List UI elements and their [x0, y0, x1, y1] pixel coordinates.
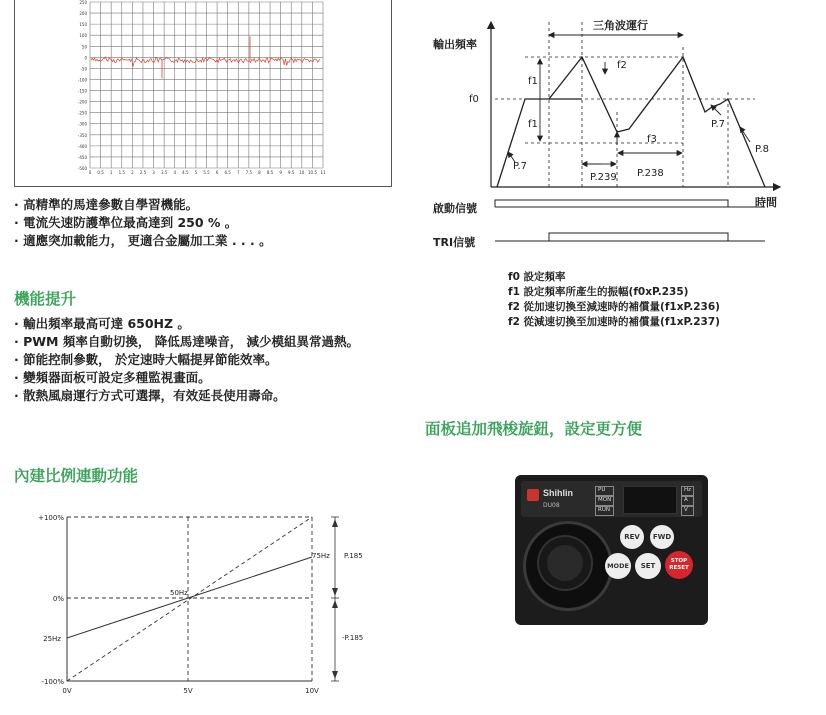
- p239-label: P.239: [590, 172, 617, 183]
- x-tick-label: 6: [215, 170, 219, 175]
- brand-label: Shihlin: [543, 488, 573, 498]
- signal-trace: [91, 57, 320, 67]
- improvement-item: · 節能控制參數， 於定速時大幅提昇節能效率。: [14, 351, 359, 369]
- x-tick-label: 0.5: [97, 170, 104, 175]
- x-tick-label: 0: [88, 170, 92, 175]
- linkage-y-label: 0%: [52, 595, 64, 603]
- y-tick-label: -450: [77, 154, 87, 160]
- y-tick-label: -300: [77, 121, 87, 127]
- fwd-button[interactable]: FWD: [650, 525, 674, 549]
- mode-button[interactable]: MODE: [605, 553, 631, 579]
- x-tick-label: 1: [109, 170, 113, 175]
- linkage-line: [67, 557, 312, 638]
- triangle-legend: [508, 270, 720, 330]
- knob-caption: 面板追加飛梭旋鈕，設定更方便: [425, 420, 643, 438]
- x-tick-label: 5: [194, 170, 198, 175]
- features-intro-item: · 高精準的馬達參數自學習機能。: [14, 196, 272, 214]
- x-tick-label: 7.5: [245, 170, 253, 175]
- linkage-param-bottom: -P.185: [342, 634, 364, 642]
- led-mon: MON: [595, 496, 614, 506]
- f1-label: f1: [528, 76, 538, 87]
- left-led-group: [595, 486, 614, 516]
- shihlin-logo-icon: [527, 489, 539, 501]
- triangle-x-axis-label: 時間: [755, 196, 777, 209]
- x-tick-label: 1.5: [118, 170, 125, 175]
- x-tick-label: 6.5: [224, 170, 231, 175]
- linkage-top-label: 75Hz: [312, 552, 330, 560]
- rev-button[interactable]: REV: [620, 525, 644, 549]
- features-intro-item: · 電流失速防護準位最高達到 250 % 。: [14, 214, 272, 232]
- linkage-center-label: 50Hz: [170, 589, 188, 597]
- legend-item: f2 從加速切換至減速時的補償量(f1xP.236): [508, 301, 720, 313]
- y-tick-label: -400: [77, 143, 87, 149]
- linkage-param-top: P.185: [344, 552, 363, 560]
- start-signal-label: 啟動信號: [433, 202, 477, 215]
- linkage-diagonal: [67, 517, 312, 681]
- legend-item: f1 設定頻率所產生的振幅(f0xP.235): [508, 286, 689, 298]
- jog-knob-grip-icon: [547, 545, 583, 581]
- signal-plot: [15, 0, 391, 186]
- x-tick-label: 4: [173, 170, 177, 175]
- x-tick-label: 3: [152, 170, 155, 175]
- led-hz: Hz: [681, 486, 694, 496]
- led-v: V: [681, 506, 694, 516]
- y-tick-label: -250: [77, 110, 87, 116]
- x-tick-label: 9: [279, 170, 282, 175]
- linkage-title: 內建比例連動功能: [14, 467, 139, 485]
- reset-label: RESET: [669, 565, 689, 571]
- y-tick-label: -100: [77, 77, 87, 83]
- linkage-y-label: -100%: [41, 678, 64, 686]
- led-run: RUN: [595, 506, 614, 516]
- x-tick-label: 3.5: [160, 170, 168, 175]
- y-tick-label: -200: [77, 99, 87, 105]
- linkage-x-label: 5V: [183, 687, 193, 695]
- set-button[interactable]: SET: [635, 553, 661, 579]
- y-tick-label: 0: [84, 55, 87, 61]
- tri-signal-label: TRI信號: [433, 236, 476, 249]
- stop-label: STOP: [670, 558, 688, 564]
- y-tick-label: -500: [77, 166, 87, 171]
- p238-label: P.238: [637, 168, 664, 179]
- x-tick-label: 2: [131, 170, 134, 175]
- led-pu: PU: [595, 486, 614, 496]
- improvement-item: · 輸出頻率最高可達 650HZ 。: [14, 315, 359, 333]
- legend-item: f0 設定頻率: [508, 271, 566, 283]
- x-tick-label: 11: [320, 170, 326, 175]
- x-tick-label: 8: [258, 170, 261, 175]
- x-tick-label: 4.5: [182, 170, 189, 175]
- triangle-y-axis-label: 輸出頻率: [433, 38, 477, 51]
- f0-label: f0: [469, 94, 479, 105]
- x-tick-label: 10: [299, 170, 305, 175]
- legend-item: f2 從減速切換至加速時的補償量(f1xP.237): [508, 316, 720, 328]
- x-tick-label: 8.5: [266, 170, 274, 175]
- y-tick-label: 50: [81, 44, 87, 50]
- y-tick-label: -350: [77, 132, 87, 138]
- linkage-diagram: [20, 505, 400, 705]
- improvement-item: · 變頻器面板可設定多種監視畫面。: [14, 369, 359, 387]
- p7-label: P.7: [513, 161, 528, 172]
- x-tick-label: 10.5: [307, 170, 317, 175]
- led-a: A: [681, 496, 694, 506]
- display-window: [623, 486, 677, 514]
- y-tick-label: -150: [77, 88, 87, 94]
- improvement-item: · PWM 頻率自動切換， 降低馬達噪音， 減少模組異常過熱。: [14, 333, 359, 351]
- linkage-y-label: 25Hz: [43, 635, 61, 643]
- features-intro-item: · 適應突加載能力， 更適合金屬加工業 . . . 。: [14, 232, 272, 250]
- jog-knob[interactable]: [523, 521, 613, 611]
- f2-label: f2: [617, 60, 627, 71]
- linkage-x-label: 10V: [305, 687, 319, 695]
- y-tick-label: 250: [79, 0, 87, 5]
- right-led-group: [681, 486, 694, 516]
- f3-label: f3: [647, 134, 657, 145]
- stop-reset-button[interactable]: [665, 551, 693, 579]
- x-tick-label: 7: [236, 170, 240, 175]
- improvement-list: [14, 315, 359, 405]
- x-tick-label: 2.5: [139, 170, 147, 175]
- f1-label: f1: [528, 119, 538, 130]
- x-tick-label: 9.5: [288, 170, 295, 175]
- y-tick-label: 100: [79, 33, 87, 39]
- triangle-title: 三角波運行: [593, 19, 648, 32]
- improvement-item: · 散熱風扇運行方式可選擇，有效延長使用壽命。: [14, 387, 359, 405]
- p7-label-2: P.7: [711, 119, 726, 130]
- linkage-x-label: 0V: [62, 687, 72, 695]
- control-panel: [515, 475, 708, 625]
- linkage-y-label: +100%: [38, 514, 64, 522]
- signal-plot-panel: [14, 0, 392, 187]
- triangle-wave-diagram: [425, 12, 820, 257]
- improvement-title: 機能提升: [14, 290, 77, 308]
- model-label: DU08: [543, 502, 560, 509]
- x-tick-label: 5.5: [203, 170, 210, 175]
- panel-header: [521, 481, 702, 517]
- y-tick-label: 150: [79, 22, 87, 28]
- y-tick-label: -50: [80, 66, 87, 72]
- p8-label: P.8: [755, 144, 770, 155]
- y-tick-label: 200: [79, 11, 87, 17]
- features-intro-list: [14, 196, 272, 250]
